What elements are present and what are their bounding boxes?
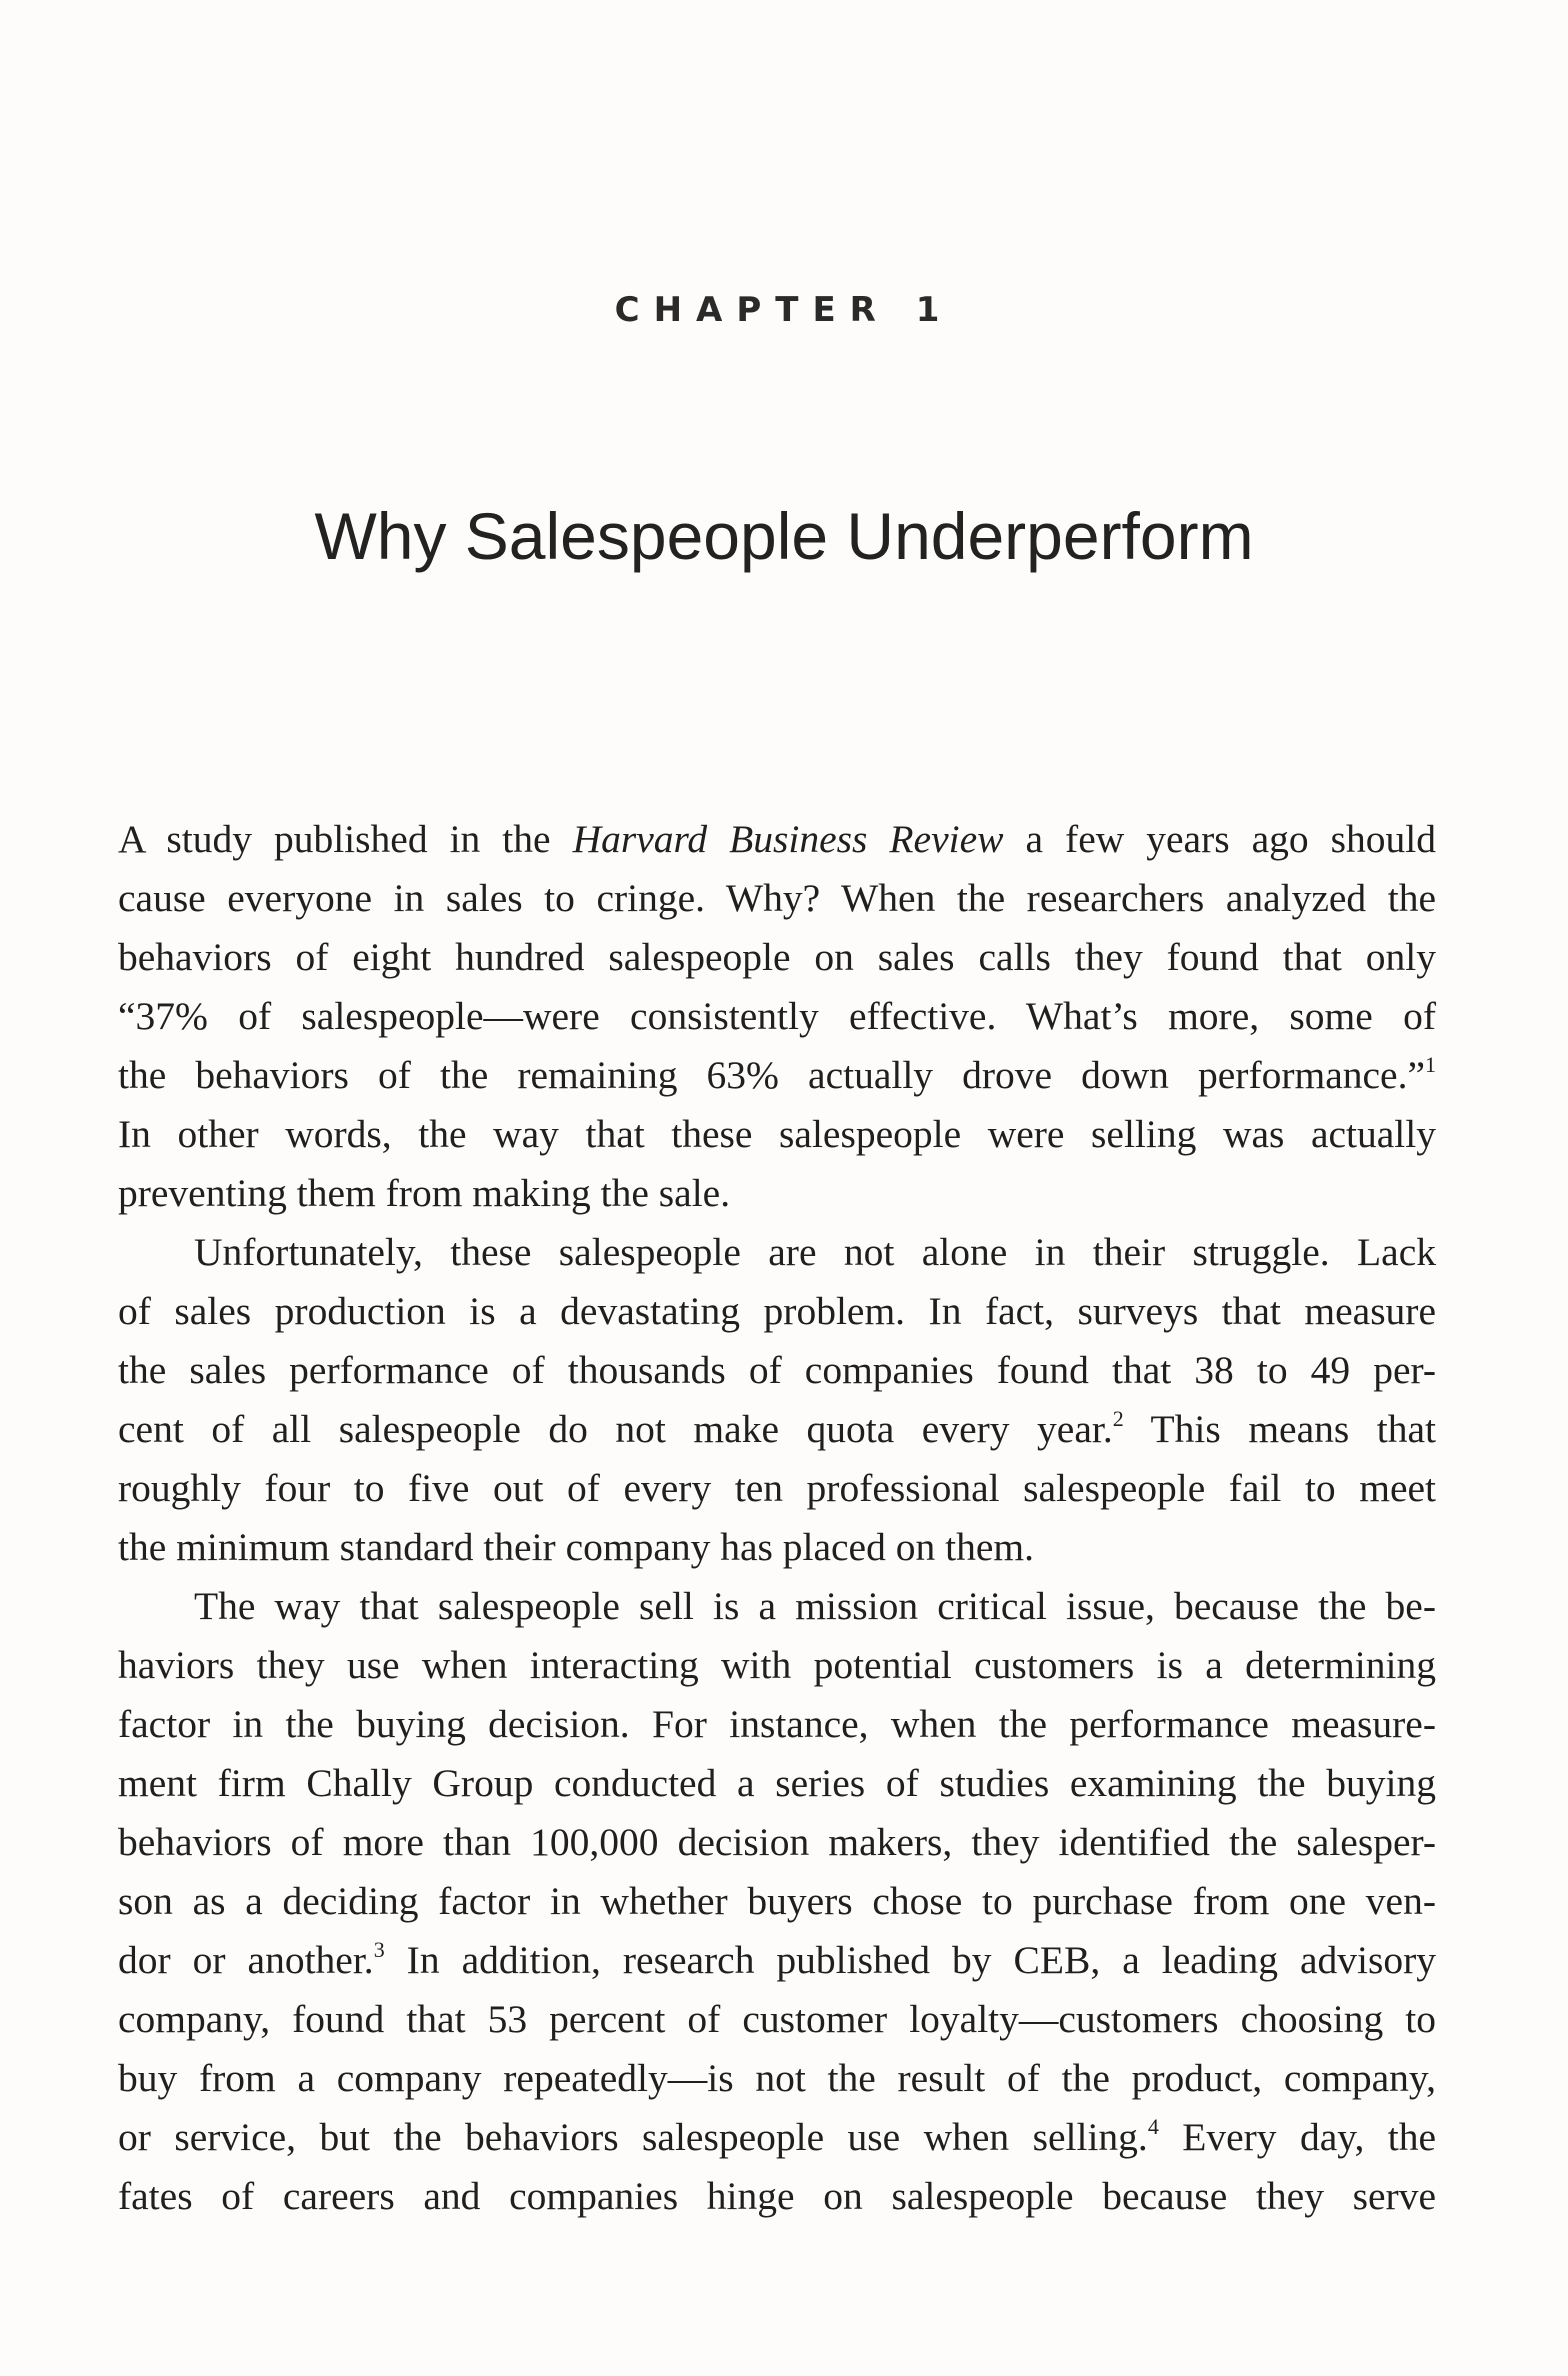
text-line: dor or another.$^3$ In addition, research published by CEB, a leading advisory: [118, 1937, 1437, 1982]
text-line: preventing them from making the sale.: [118, 1171, 731, 1215]
publication-title: Harvard Business Review: [572, 817, 1004, 861]
text-line: In other words, the way that these salespeople were selling was actually: [118, 1112, 1436, 1156]
text-line: the minimum standard their company has placed on them.: [118, 1525, 1034, 1569]
text-line: Unfortunately, these salespeople are not alone in their struggle. Lack: [194, 1230, 1436, 1274]
text-line: cause everyone in sales to cringe. Why? When the researchers analyzed the: [118, 876, 1436, 920]
text-line: behaviors of more than 100,000 decision makers, they identified the salesper-: [118, 1820, 1436, 1864]
chapter-title: Why Salespeople Underperform: [314, 499, 1254, 573]
chapter-label: CHAPTER 1: [614, 290, 954, 330]
text-line: company, found that 53 percent of customer loyalty—customers choosing to: [118, 1997, 1436, 2041]
text-line: son as a deciding factor in whether buyers chose to purchase from one ven-: [118, 1879, 1436, 1923]
paragraph-2: [118, 1223, 1436, 1577]
footnote-ref-3: 3: [373, 1937, 385, 1962]
paragraph-1: [118, 810, 1436, 1223]
text-line: A study published in the Harvard Business Review a few years ago should: [118, 817, 1436, 861]
text-line: or service, but the behaviors salespeople use when selling.$^4$ Every day, the: [118, 2114, 1436, 2159]
text-line: ment firm Chally Group conducted a series of studies examining the buying: [118, 1761, 1436, 1805]
text-line: behaviors of eight hundred salespeople on sales calls they found that only: [118, 935, 1436, 979]
text-line: roughly four to five out of every ten professional salespeople fail to meet: [118, 1466, 1436, 1510]
text-line: of sales production is a devastating problem. In fact, surveys that measure: [118, 1289, 1436, 1333]
paragraph-3: [118, 1577, 1436, 2226]
text-line: the behaviors of the remaining 63% actually drove down performance.”$^1$: [118, 1052, 1436, 1097]
footnote-ref-1: 1: [1425, 1052, 1436, 1077]
text-line: The way that salespeople sell is a mission critical issue, because the be-: [194, 1584, 1436, 1628]
text-line: the sales performance of thousands of companies found that 38 to 49 per-: [118, 1348, 1436, 1392]
text-line: buy from a company repeatedly—is not the result of the product, company,: [118, 2056, 1436, 2100]
text-line: cent of all salespeople do not make quota every year.$^2$ This means that: [118, 1406, 1436, 1451]
chapter-body: [118, 810, 1436, 2226]
text-line: haviors they use when interacting with potential customers is a determining: [118, 1643, 1436, 1687]
text-line: “37% of salespeople—were consistently effective. What’s more, some of: [118, 994, 1436, 1038]
footnote-ref-4: 4: [1147, 2114, 1159, 2139]
footnote-ref-2: 2: [1112, 1406, 1124, 1431]
text-line: fates of careers and companies hinge on salespeople because they serve: [118, 2174, 1436, 2218]
text-line: factor in the buying decision. For instance, when the performance measure-: [118, 1702, 1436, 1746]
